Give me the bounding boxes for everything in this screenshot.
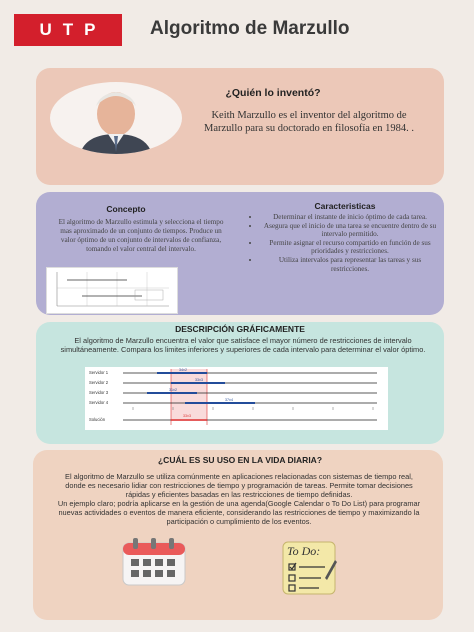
svg-text:Servidor 4: Servidor 4 xyxy=(89,400,109,405)
inventor-heading: ¿Quién lo inventó? xyxy=(225,87,321,99)
inventor-text: Keith Marzullo es el inventor del algoritmo de Marzullo para su doctorado en filosofía en 1984. . xyxy=(204,110,414,134)
feature-item: • Utiliza intervalos para representar las tareas y sus restricciones. xyxy=(260,256,440,273)
logo-letter-t: T xyxy=(62,20,75,39)
calendar-icon-svg xyxy=(121,537,187,587)
graphic-text: El algoritmo de Marzullo encuentra el valor que satisface el mayor número de restricciones de intervalo simultáneamente. Compara los limites inferiores y superiores de cada intervalo para determinar el valor óptimo. xyxy=(60,336,426,354)
page-title: Algoritmo de Marzullo xyxy=(150,18,350,39)
concept-graph xyxy=(46,267,178,314)
logo-letter-u: U xyxy=(39,20,53,39)
feature-item: • Asegura que el inicio de una tarea se encuentre dentro de su intervalo permitido. xyxy=(260,222,440,239)
feature-item: • Determinar el instante de inicio óptimo de cada tarea. xyxy=(260,213,440,222)
svg-text:34±2: 34±2 xyxy=(179,368,187,372)
svg-text:Servidor 2: Servidor 2 xyxy=(89,380,109,385)
svg-text:Solución: Solución xyxy=(89,417,106,422)
features-list xyxy=(250,213,440,273)
svg-text:Servidor 1: Servidor 1 xyxy=(89,370,109,375)
utp-logo xyxy=(14,14,122,46)
concept-graph-image xyxy=(47,268,177,313)
interval-diagram xyxy=(85,367,388,430)
svg-text:31±2: 31±2 xyxy=(169,388,177,392)
usage-text: El algoritmo de Marzullo se utiliza comúnmente en aplicaciones relacionadas con sistemas de tiempo real, donde es necesario lidiar con restricciones de tiempo y programación de tareas. Permite tomar decisiones rápidas y eficientes basadas en las restricciones de tiempo definidas. Un ejemplo claro; podría aplicarse en la gestión de una agenda(Google Calendar o To Do List) para programar nuevas actividades o eventos de manera eficiente, considerando las restricciones de tiempo y maximizando la participación o cumplimiento de los eventos. xyxy=(57,472,421,527)
concept-heading: Concepto xyxy=(106,204,146,214)
feature-item: • Permite asignar el recurso compartido en función de sus prioridades y restricciones. xyxy=(260,239,440,256)
interval-diagram-image xyxy=(85,367,388,430)
logo-letter-p: P xyxy=(84,20,97,39)
svg-text:33±3: 33±3 xyxy=(183,414,191,418)
todo-label: To Do: xyxy=(287,544,321,558)
svg-text:37±4: 37±4 xyxy=(225,398,233,402)
inventor-portrait xyxy=(50,82,182,154)
calendar-icon xyxy=(121,537,187,587)
svg-text:Servidor 3: Servidor 3 xyxy=(89,390,109,395)
features-heading: Caracteristicas xyxy=(314,201,376,211)
usage-heading: ¿CUÁL ES SU USO EN LA VIDA DIARIA? xyxy=(157,455,323,465)
svg-text:33±3: 33±3 xyxy=(195,378,203,382)
concept-text: El algoritmo de Marzullo estimula y selecciona el tiempo mas aproximado de un conjunto de tiempos. Produce un valor óptimo de un conjunto de intervalos de confianza, tomando el valor central del intervalo. xyxy=(58,218,224,253)
graphic-heading: DESCRIPCIÓN GRÁFICAMENTE xyxy=(175,324,305,334)
portrait-image xyxy=(50,82,182,154)
